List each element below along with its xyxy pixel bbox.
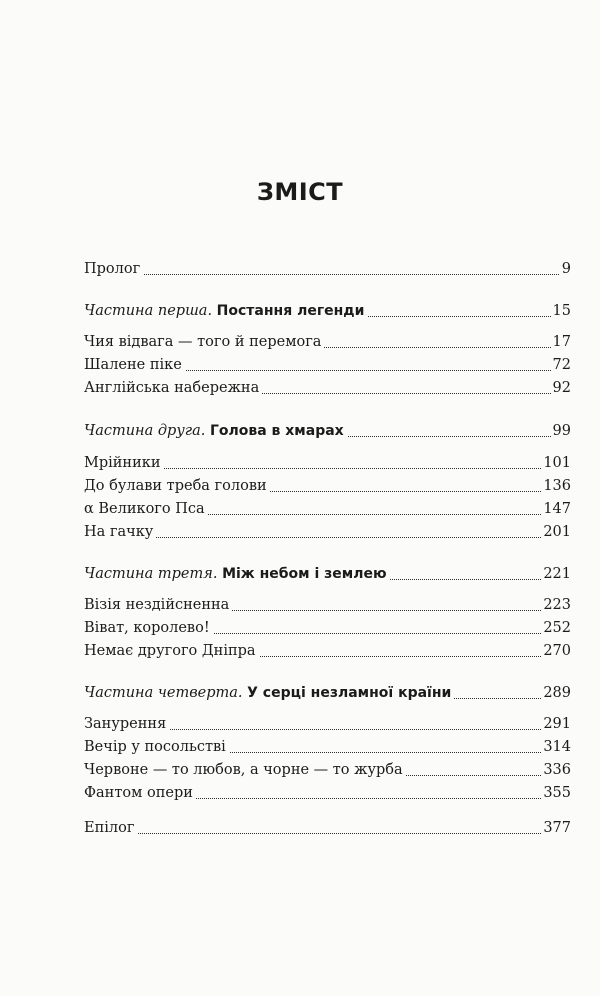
toc-entry-prologue[interactable]: [0, 259, 600, 279]
part-prefix: Частина третя.: [84, 566, 218, 582]
toc-entry-page: 72: [552, 357, 571, 373]
toc-entry-page: 17: [552, 334, 571, 350]
toc-entry-page: 223: [543, 597, 571, 613]
toc-entry-page: 221: [543, 566, 571, 582]
toc-entry-page: 92: [552, 380, 571, 396]
toc-entry-label: Віват, королево!: [84, 618, 213, 638]
toc-entry-label: Занурення: [84, 714, 169, 734]
toc-entry-label: Червоне — то любов, а чорне — то журба: [84, 760, 406, 780]
toc-entry-label: α Великого Пса: [84, 499, 208, 519]
toc-part-heading-3[interactable]: [0, 564, 600, 584]
toc-entry[interactable]: [0, 499, 600, 519]
toc-entry-label: Фантом опери: [84, 783, 196, 803]
toc-entry[interactable]: [0, 783, 600, 803]
toc-entry-label: Вечір у посольстві: [84, 737, 229, 757]
part-prefix: Частина перша.: [84, 303, 213, 319]
dot-leader: [84, 535, 571, 538]
toc-entry[interactable]: [0, 641, 600, 661]
toc-entry-page: 314: [543, 739, 571, 755]
part-prefix: Частина четверта.: [84, 685, 243, 701]
toc-entry-page: 291: [543, 716, 571, 732]
toc-entry-page: 15: [552, 303, 571, 319]
dot-leader: [84, 831, 571, 834]
toc-entry[interactable]: [0, 760, 600, 780]
toc-entry-page: 289: [543, 685, 571, 701]
toc-entry-page: 201: [543, 524, 571, 540]
toc-entry-label: Шалене піке: [84, 355, 185, 375]
toc-entry-page: 99: [552, 423, 571, 439]
toc-entry-label: Мрійники: [84, 453, 164, 473]
toc-entry-label: Немає другого Дніпра: [84, 641, 259, 661]
toc-part-label: [84, 421, 347, 441]
toc-entry-label: Візія нездійсненна: [84, 595, 232, 615]
toc-part-label: [84, 564, 390, 584]
dot-leader: [84, 272, 571, 275]
toc-part-heading-1[interactable]: [0, 301, 600, 321]
toc-entry[interactable]: [0, 355, 600, 375]
toc-part-label: [84, 683, 454, 703]
toc-entry-page: 355: [543, 785, 571, 801]
toc-entry-epilogue[interactable]: [0, 818, 600, 838]
toc-entry-label: Чия відвага — того й перемога: [84, 332, 324, 352]
toc-part-heading-2[interactable]: [0, 421, 600, 441]
toc-part-heading-4[interactable]: [0, 683, 600, 703]
toc-entry-label: Пролог: [84, 259, 143, 279]
toc-entry-page: 147: [543, 501, 571, 517]
toc-entry[interactable]: [0, 378, 600, 398]
toc-entry-page: 136: [543, 478, 571, 494]
part-title: Постання легенди: [216, 303, 365, 319]
part-title: У серці незламної країни: [247, 685, 452, 701]
toc-entry[interactable]: [0, 595, 600, 615]
toc-entry[interactable]: [0, 618, 600, 638]
toc-entry-page: 336: [543, 762, 571, 778]
toc-entry-label: Епілог: [84, 818, 137, 838]
toc-entry-label: До булави треба голови: [84, 476, 270, 496]
toc-entry[interactable]: [0, 714, 600, 734]
toc-entry[interactable]: [0, 453, 600, 473]
toc-entry-page: 101: [543, 455, 571, 471]
toc-entry-label: Англійська набережна: [84, 378, 262, 398]
toc-entry-label: На гачку: [84, 522, 156, 542]
toc-entry[interactable]: [0, 737, 600, 757]
part-title: Між небом і землею: [222, 566, 387, 582]
toc-entry-page: 9: [561, 261, 571, 277]
part-title: Голова в хмарах: [209, 423, 344, 439]
toc-part-label: [84, 301, 367, 321]
part-prefix: Частина друга.: [84, 423, 206, 439]
toc-entry[interactable]: [0, 522, 600, 542]
page-title: ЗМІСТ: [256, 178, 344, 206]
toc-entry-page: 377: [543, 820, 571, 836]
toc-entry-page: 270: [543, 643, 571, 659]
toc-entry[interactable]: [0, 476, 600, 496]
toc-entry-page: 252: [543, 620, 571, 636]
toc-entry[interactable]: [0, 332, 600, 352]
